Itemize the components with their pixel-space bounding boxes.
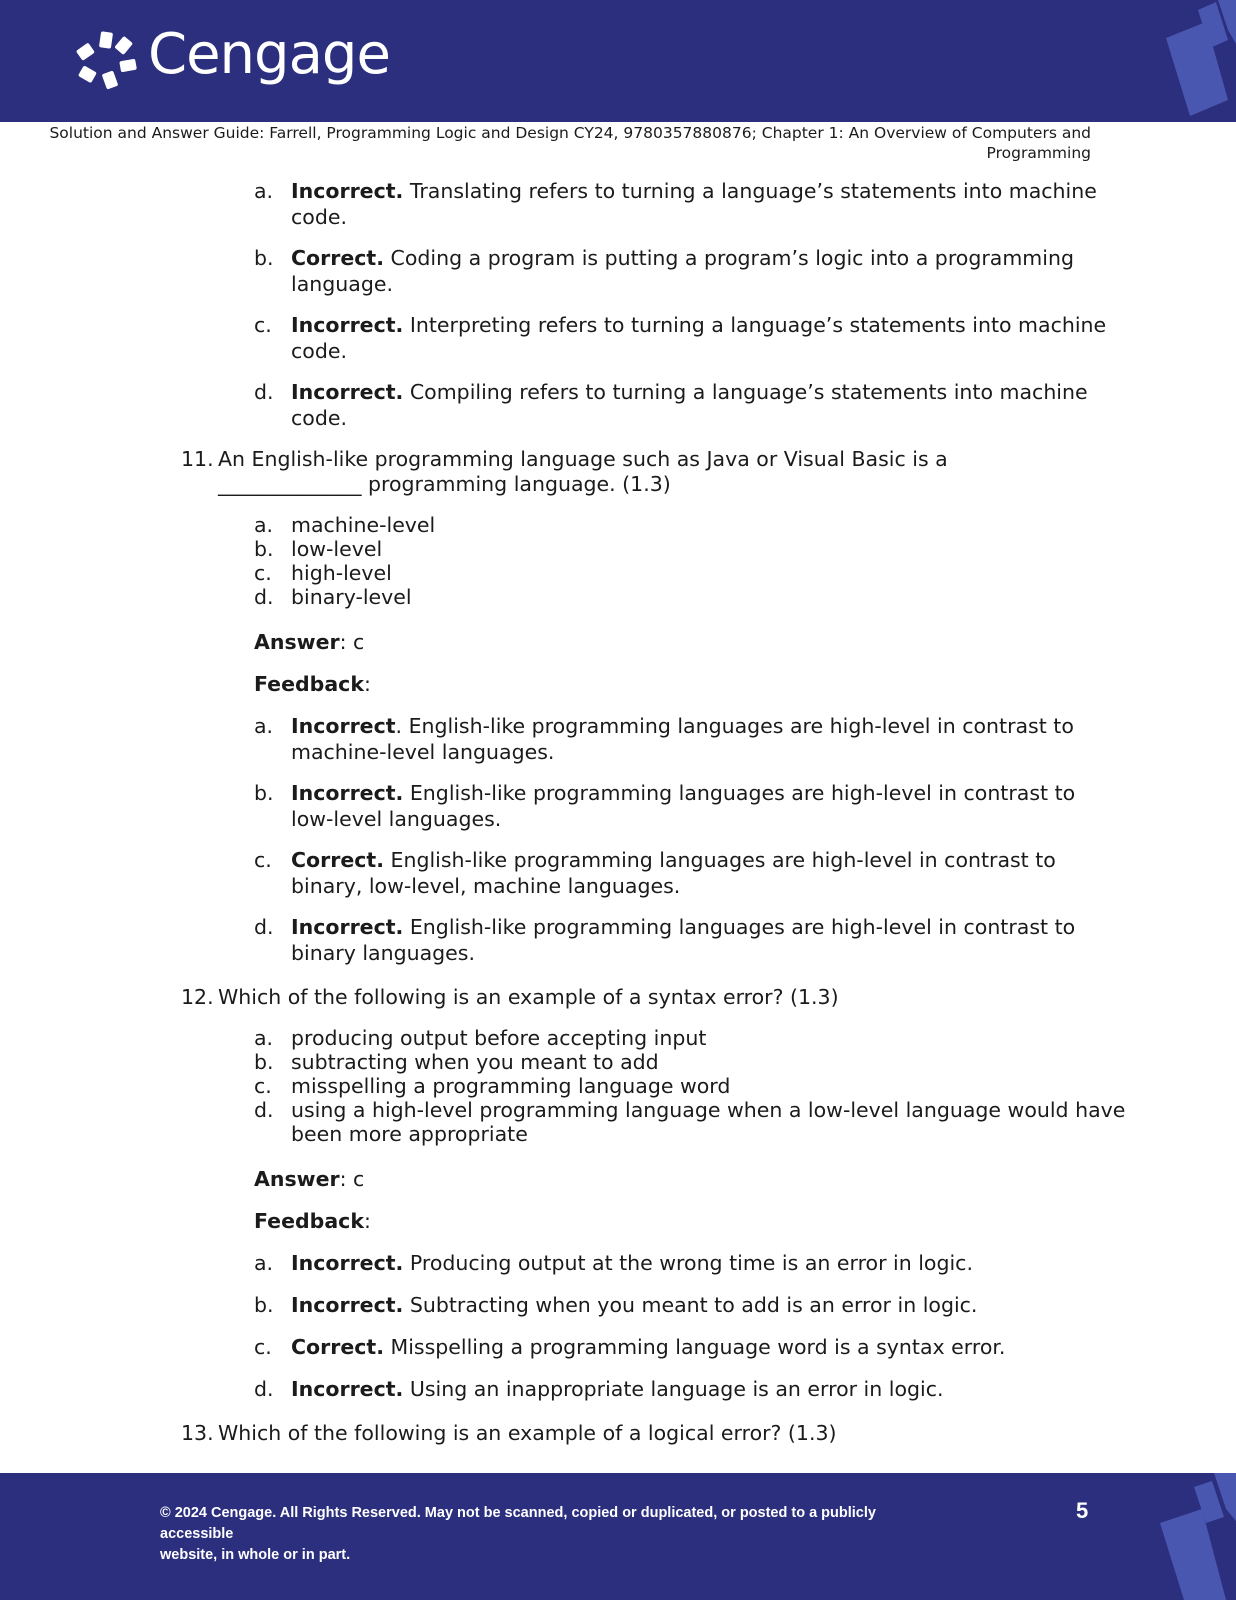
feedback-text-cont: language. bbox=[291, 272, 393, 296]
list-marker: c. bbox=[254, 848, 272, 872]
verdict: Incorrect. bbox=[291, 1293, 404, 1317]
list-marker: a. bbox=[254, 714, 274, 738]
option-text: binary-level bbox=[291, 585, 412, 609]
option-text: machine-level bbox=[291, 513, 436, 537]
question-number: 13. bbox=[181, 1421, 214, 1445]
answer-label: Answer bbox=[254, 630, 340, 654]
verdict: Incorrect. bbox=[291, 313, 404, 337]
verdict: Incorrect. bbox=[291, 915, 404, 939]
feedback-heading bbox=[254, 671, 371, 697]
feedback-text: English-like programming languages are high-level in contrast to bbox=[409, 781, 1076, 805]
footer-decoration-icon bbox=[1126, 1473, 1236, 1600]
option-marker: b. bbox=[254, 537, 274, 561]
feedback-text-cont: machine-level languages. bbox=[291, 740, 555, 764]
cengage-logo-icon bbox=[74, 30, 140, 92]
option-text: high-level bbox=[291, 561, 392, 585]
list-marker: d. bbox=[254, 915, 274, 939]
verdict: Incorrect bbox=[291, 714, 396, 738]
feedback-label: Feedback bbox=[254, 672, 364, 696]
feedback-text-cont: code. bbox=[291, 339, 347, 363]
copyright-line2: website, in whole or in part. bbox=[160, 1547, 351, 1563]
feedback-item bbox=[291, 780, 1075, 806]
list-marker: d. bbox=[254, 380, 274, 404]
feedback-text-cont: code. bbox=[291, 406, 347, 430]
feedback-text-cont: binary, low-level, machine languages. bbox=[291, 874, 681, 898]
list-marker: b. bbox=[254, 781, 274, 805]
option-text: subtracting when you meant to add bbox=[291, 1050, 659, 1074]
question-number: 12. bbox=[181, 985, 214, 1009]
option-marker: d. bbox=[254, 1098, 274, 1122]
list-marker: b. bbox=[254, 1293, 274, 1317]
feedback-text: . English-like programming languages are high-level in contrast to bbox=[395, 714, 1074, 738]
feedback-text: Using an inappropriate language is an error in logic. bbox=[409, 1377, 944, 1401]
question-stem: An English-like programming language such as Java or Visual Basic is a bbox=[218, 447, 948, 471]
feedback-text: English-like programming languages are high-level in contrast to bbox=[409, 915, 1076, 939]
feedback-item bbox=[291, 178, 1097, 204]
answer-label: Answer bbox=[254, 1167, 340, 1191]
running-head-line1: Solution and Answer Guide: Farrell, Programming Logic and Design CY24, 9780357880876; Chapter 1: An Overview of Computers and bbox=[49, 124, 1091, 142]
question-stem: Which of the following is an example of a logical error? (1.3) bbox=[218, 1421, 837, 1445]
feedback-label: Feedback bbox=[254, 1209, 364, 1233]
list-marker: b. bbox=[254, 246, 274, 270]
answer-value: : c bbox=[339, 1167, 365, 1191]
feedback-item bbox=[291, 713, 1074, 739]
running-head-line2: Programming bbox=[986, 144, 1091, 162]
feedback-text: Producing output at the wrong time is an error in logic. bbox=[409, 1251, 973, 1275]
list-marker: d. bbox=[254, 1377, 274, 1401]
list-marker: c. bbox=[254, 1335, 272, 1359]
answer-line bbox=[254, 1166, 364, 1192]
feedback-text-cont: low-level languages. bbox=[291, 807, 502, 831]
feedback-text: Subtracting when you meant to add is an error in logic. bbox=[409, 1293, 978, 1317]
feedback-text: Misspelling a programming language word is a syntax error. bbox=[390, 1335, 1006, 1359]
option-marker: c. bbox=[254, 1074, 272, 1098]
verdict: Incorrect. bbox=[291, 1251, 404, 1275]
header-band bbox=[0, 0, 1236, 122]
feedback-item bbox=[291, 1292, 977, 1318]
feedback-colon: : bbox=[363, 672, 371, 696]
feedback-item bbox=[291, 312, 1106, 338]
feedback-item bbox=[291, 914, 1075, 940]
footer-band bbox=[0, 1473, 1236, 1600]
option-marker: c. bbox=[254, 561, 272, 585]
verdict: Correct. bbox=[291, 848, 384, 872]
copyright-notice bbox=[160, 1503, 950, 1566]
feedback-text: Compiling refers to turning a language’s statements into machine bbox=[409, 380, 1088, 404]
brand-wordmark: Cengage bbox=[148, 22, 390, 87]
verdict: Incorrect. bbox=[291, 781, 404, 805]
answer-line bbox=[254, 629, 364, 655]
feedback-item bbox=[291, 847, 1056, 873]
verdict: Incorrect. bbox=[291, 179, 404, 203]
feedback-text: English-like programming languages are high-level in contrast to bbox=[390, 848, 1056, 872]
option-marker: d. bbox=[254, 585, 274, 609]
feedback-text: Coding a program is putting a program’s logic into a programming bbox=[390, 246, 1074, 270]
question-stem-cont: ______________ programming language. (1.3) bbox=[218, 472, 671, 496]
verdict: Correct. bbox=[291, 246, 384, 270]
feedback-colon: : bbox=[363, 1209, 371, 1233]
option-text: using a high-level programming language when a low-level language would have bbox=[291, 1098, 1126, 1122]
option-text: misspelling a programming language word bbox=[291, 1074, 731, 1098]
feedback-item bbox=[291, 245, 1074, 271]
list-marker: a. bbox=[254, 179, 274, 203]
verdict: Incorrect. bbox=[291, 1377, 404, 1401]
list-marker: a. bbox=[254, 1251, 274, 1275]
list-marker: c. bbox=[254, 313, 272, 337]
question-number: 11. bbox=[181, 447, 214, 471]
feedback-item bbox=[291, 379, 1088, 405]
copyright-line1: © 2024 Cengage. All Rights Reserved. May not be scanned, copied or duplicated, or posted to a publicly accessible bbox=[160, 1505, 876, 1542]
feedback-heading bbox=[254, 1208, 371, 1234]
feedback-item bbox=[291, 1250, 973, 1276]
feedback-item bbox=[291, 1334, 1005, 1360]
option-marker: b. bbox=[254, 1050, 274, 1074]
feedback-text-cont: code. bbox=[291, 205, 347, 229]
question-stem: Which of the following is an example of a syntax error? (1.3) bbox=[218, 985, 839, 1009]
verdict: Incorrect. bbox=[291, 380, 404, 404]
option-text-cont: been more appropriate bbox=[291, 1122, 528, 1146]
option-marker: a. bbox=[254, 513, 274, 537]
answer-value: : c bbox=[339, 630, 365, 654]
feedback-text: Interpreting refers to turning a language’s statements into machine bbox=[409, 313, 1107, 337]
running-head bbox=[20, 123, 1091, 163]
corner-decoration-icon bbox=[1146, 0, 1236, 122]
feedback-item bbox=[291, 1376, 944, 1402]
verdict: Correct. bbox=[291, 1335, 384, 1359]
option-marker: a. bbox=[254, 1026, 274, 1050]
feedback-text: Translating refers to turning a language’s statements into machine bbox=[409, 179, 1097, 203]
option-text: producing output before accepting input bbox=[291, 1026, 707, 1050]
page-number: 5 bbox=[1076, 1498, 1089, 1523]
feedback-text-cont: binary languages. bbox=[291, 941, 475, 965]
option-text: low-level bbox=[291, 537, 383, 561]
